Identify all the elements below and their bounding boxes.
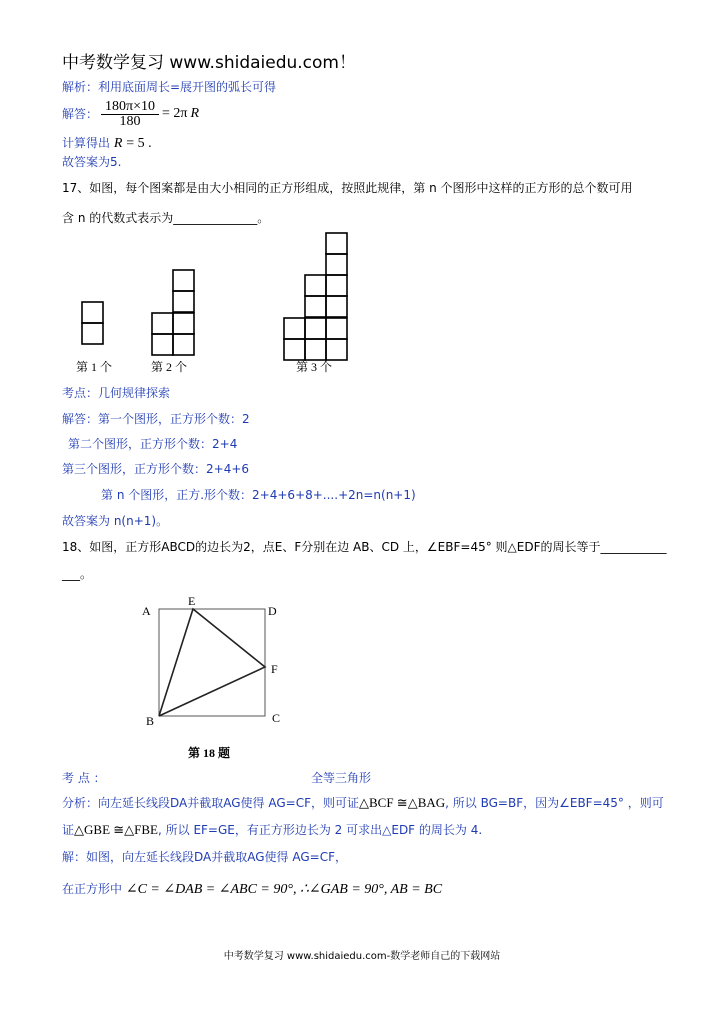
calc-var: R	[113, 136, 123, 151]
fig1-square	[82, 302, 103, 323]
label-d: D	[268, 604, 277, 618]
fig3-square	[326, 275, 347, 296]
square-math: ∠C = ∠DAB = ∠ABC = 90°, ∴∠GAB = 90°, AB = BC	[125, 882, 443, 897]
page-header: 中考数学复习 www.shidaiedu.com！	[62, 53, 356, 73]
q17-line1: 17、如图，每个图案都是由大小相同的正方形组成，按照此规律，第 n 个图形中这样的正方形的总个数可用	[62, 181, 633, 195]
analysis-16: 解析：利用底面周长=展开图的弧长可得	[62, 80, 277, 94]
q18-analysis-1	[62, 796, 664, 810]
fig3-square	[305, 339, 326, 360]
q18-figure	[159, 609, 265, 716]
fig2-square	[152, 313, 173, 334]
square-prefix: 在正方形中	[62, 882, 123, 896]
calc-prefix: 计算得出	[62, 136, 111, 150]
fig3-square	[305, 318, 326, 339]
q17-sol-2: 第二个图形，正方形个数：2+4	[68, 437, 238, 451]
fig3-label: 第 3 个	[296, 360, 333, 374]
final-16: 故答案为5.	[62, 155, 122, 169]
q17-sol-3: 第三个图形，正方形个数：2+4+6	[62, 462, 250, 476]
analysis2-text-a: 证	[62, 823, 75, 837]
label-b: B	[146, 714, 155, 728]
analysis2-text-c: , 所以 EF=GE，有正方形边长为 2 可求出△EDF 的周长为 4.	[158, 823, 483, 837]
fig3-square	[305, 296, 326, 317]
fig2-square	[173, 334, 194, 355]
q17-figures	[82, 233, 347, 360]
q17-sol-4: 第 n 个图形，正方.形个数：2+4+6+8+....+2n=n(n+1)	[101, 488, 416, 502]
var-r: R	[190, 106, 200, 121]
q18-square-line	[62, 882, 442, 897]
fig3-square	[326, 233, 347, 254]
q17-line2: 含 n 的代数式表示为______________。	[62, 211, 270, 225]
label-e: E	[188, 594, 196, 608]
fig2-square	[152, 334, 173, 355]
fig2-square	[173, 291, 194, 312]
fraction-denominator: 180	[119, 113, 141, 129]
equation-rhs: = 2π	[161, 106, 188, 121]
fraction-numerator: 180π×10	[101, 100, 159, 115]
fig2-square	[173, 313, 194, 334]
label-c: C	[272, 711, 281, 725]
page-footer: 中考数学复习 www.shidaiedu.com-数学老师自己的下载网站	[223, 951, 501, 962]
fig1-label: 第 1 个	[76, 360, 113, 374]
q18-kaodian-value: 全等三角形	[311, 771, 372, 785]
fig3-square	[326, 254, 347, 275]
calc-eq: = 5 .	[126, 136, 152, 151]
q18-line1: 18、如图，正方形ABCD的边长为2，点E、F分别在边 AB、CD 上，∠EBF=45° 则△EDF的周长等于___________	[62, 540, 667, 554]
fig3-square	[305, 275, 326, 296]
fig3-square	[284, 318, 305, 339]
analysis-text-c: , 所以 BG=BF，因为∠EBF=45° ，则可	[445, 796, 664, 810]
congruence-1: △BCF ≅△BAG	[358, 795, 446, 810]
fig3-square	[326, 318, 347, 339]
q17-kaodian: 考点：几何规律探索	[62, 386, 171, 400]
triangle-bef	[159, 609, 265, 716]
fig3-square	[326, 339, 347, 360]
fig2-square	[173, 270, 194, 291]
label-f: F	[271, 662, 278, 676]
answer-label: 解答：	[62, 107, 99, 121]
fig3-square	[284, 339, 305, 360]
q17-sol-1: 解答：第一个图形，正方形个数：2	[62, 412, 250, 426]
fig1-square	[82, 323, 103, 344]
q18-solution: 解：如图，向左延长线段DA并截取AG使得 AG=CF，	[62, 850, 347, 864]
q17-sol-5: 故答案为 n(n+1)。	[62, 514, 169, 528]
q18-analysis-2	[62, 823, 482, 837]
q18-kaodian-label: 考 点 ：	[62, 771, 106, 785]
q18-caption: 第 18 题	[188, 746, 231, 760]
label-a: A	[142, 604, 151, 618]
q18-line2: ___。	[62, 567, 93, 581]
congruence-2: △GBE ≅△FBE	[74, 822, 158, 837]
fig2-label: 第 2 个	[151, 360, 188, 374]
fig3-square	[326, 296, 347, 317]
analysis-text-a: 分析：向左延长线段DA并截取AG使得 AG=CF，则可证	[62, 796, 359, 810]
